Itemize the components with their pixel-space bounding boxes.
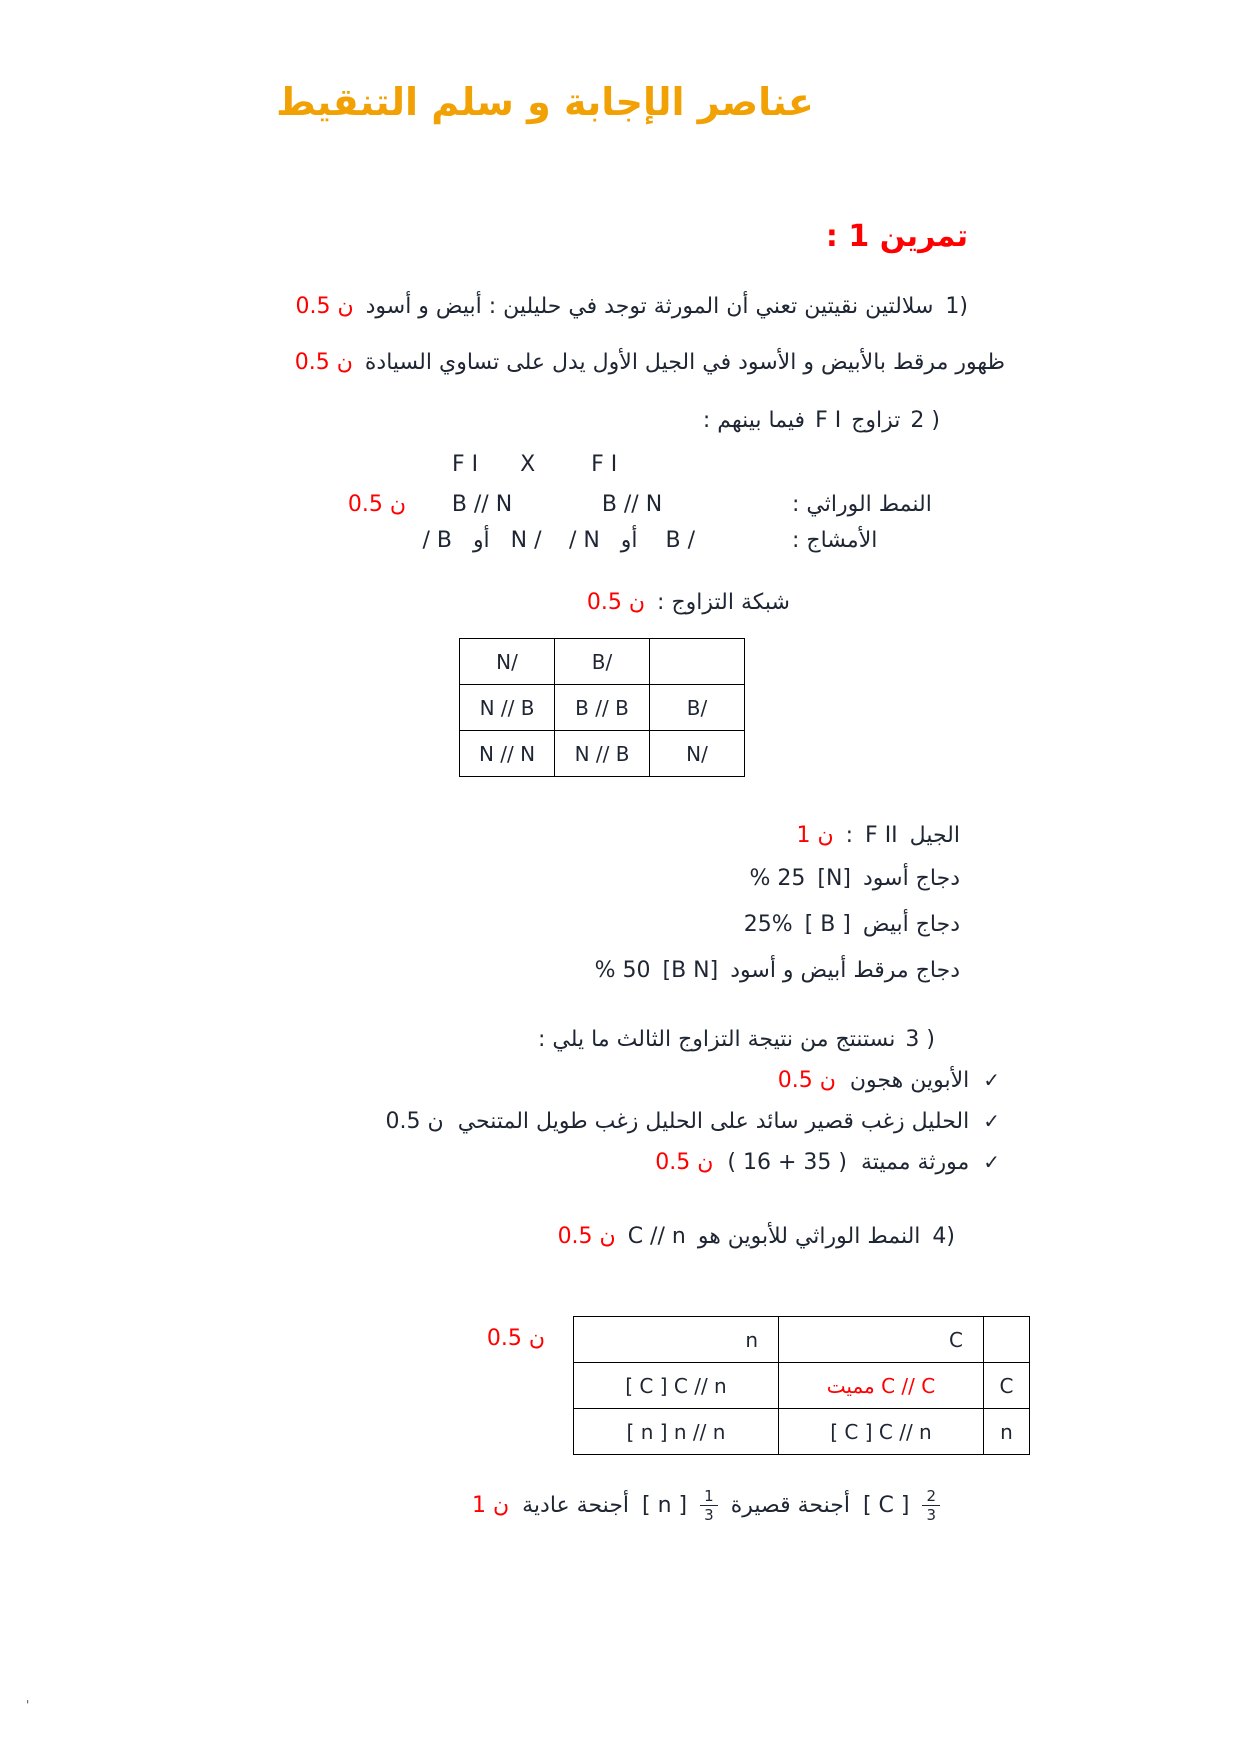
page-corner-mark: '	[26, 1698, 30, 1712]
q4-text: النمط الوراثي للأبوين هو	[697, 1224, 921, 1249]
punnett-label: شبكة التزاوج :	[657, 590, 790, 615]
phenotype-bracket-n: [ n ]	[642, 1492, 688, 1518]
ratio-conclusion-line	[0, 1487, 1240, 1524]
q2-heading	[0, 404, 1240, 438]
q1-score: 0.5 ن	[295, 294, 354, 319]
cross-genotype-cell: [ C ] C // n	[779, 1409, 984, 1455]
punnett-genotype-cell: B // B	[555, 685, 650, 731]
punnett-score: 0.5 ن	[586, 590, 646, 615]
genotype-value-2: B // N	[451, 492, 513, 517]
cross-parents-line: F I X F I	[452, 452, 618, 477]
conclusion-item-score: 0.5 ن	[655, 1150, 714, 1175]
q1-answer-line-1	[0, 290, 1240, 324]
fii-latin: F II	[865, 823, 898, 848]
table-row	[574, 1317, 1030, 1363]
checkmark-icon: ✓	[983, 1109, 1000, 1133]
gametes-row	[0, 524, 1240, 558]
table-row	[574, 1409, 1030, 1455]
fraction-denominator: 3	[926, 1506, 936, 1524]
fraction-one-third	[700, 1487, 718, 1524]
lethal-label: مميت	[826, 1373, 875, 1398]
fii-colon: :	[845, 823, 854, 848]
conclusion-item-extra: ( 16 + 35 )	[727, 1150, 847, 1175]
fii-result-percentage: 25%	[743, 912, 793, 937]
q4-genotype: C // n	[627, 1224, 686, 1249]
conclusion-item-text: الحليل زغب قصير سائد على الحليل زغب طويل المتنحي	[457, 1109, 970, 1134]
cross-gamete-cell: n	[574, 1317, 779, 1363]
exercise-1-heading: تمرين 1 :	[825, 219, 968, 254]
fraction-denominator: 3	[704, 1506, 714, 1524]
punnett-gamete-cell: N/	[650, 731, 745, 777]
punnett-genotype-cell: N // B	[460, 685, 555, 731]
punnett-gamete-cell: B/	[650, 685, 745, 731]
cross-genotype-cell: [ C ] C // n	[574, 1363, 779, 1409]
q4-score: 0.5 ن	[557, 1224, 616, 1249]
gametes-value-1: / N أو B /	[568, 528, 696, 553]
fii-label: الجيل	[909, 823, 960, 848]
q1-line2-score: 0.5 ن	[294, 350, 353, 375]
checkmark-icon: ✓	[983, 1068, 1000, 1092]
q4-answer-line	[0, 1220, 1240, 1254]
lethal-genotype: C // C	[881, 1373, 936, 1398]
table-row	[574, 1363, 1030, 1409]
phenotype-text-normal-wings: أجنحة عادية	[522, 1492, 630, 1518]
q2-heading-latin: F I	[815, 408, 842, 433]
fii-result-percentage: % 50	[594, 958, 651, 983]
checkmark-icon: ✓	[983, 1150, 1000, 1174]
fii-result-percentage: % 25	[749, 866, 806, 891]
punnett-genotype-cell: N // B	[555, 731, 650, 777]
fraction-two-thirds	[922, 1487, 940, 1524]
phenotype-bracket-C: [ C ]	[862, 1492, 910, 1518]
fii-result-text: دجاج أبيض	[862, 912, 960, 937]
ratio-score: 1 ن	[471, 1492, 510, 1518]
punnett-gamete-cell: N/	[460, 639, 555, 685]
fraction-numerator: 1	[700, 1487, 718, 1506]
page-title: عناصر الإجابة و سلم التنقيط	[276, 80, 814, 124]
q4-number: 4)	[932, 1224, 955, 1249]
fraction-numerator: 2	[922, 1487, 940, 1506]
q2-heading-pre: تزاوج	[851, 408, 901, 433]
cross-lethal-cell	[779, 1363, 984, 1409]
fii-result-text: دجاج أسود	[862, 866, 960, 891]
conclusion-item-1	[0, 1063, 1240, 1098]
conclusion-item-text: الأبوين هجون	[849, 1068, 970, 1093]
punnett-table	[459, 638, 745, 777]
conclusion-item-2	[0, 1104, 1240, 1139]
q3-heading-text: نستنتج من نتيجة التزاوج الثالث ما يلي :	[538, 1027, 896, 1052]
punnett-gamete-cell: B/	[555, 639, 650, 685]
cross-corner-cell	[984, 1317, 1030, 1363]
genotype-score: 0.5 ن	[347, 492, 406, 517]
cross-gamete-cell: n	[984, 1409, 1030, 1455]
punnett-row	[460, 731, 745, 777]
genotype-label: النمط الوراثي :	[792, 492, 932, 517]
fii-result-phenotype: [B N]	[662, 958, 719, 983]
fii-result-black	[0, 859, 1240, 899]
cross-table-score: 0.5 ن	[486, 1326, 545, 1351]
q3-heading	[0, 1023, 1240, 1057]
cross-genotype-cell: [ n ] n // n	[574, 1409, 779, 1455]
punnett-row	[460, 639, 745, 685]
punnett-row	[460, 685, 745, 731]
q2-heading-post: فيما بينهم :	[702, 408, 806, 433]
fii-result-phenotype: [N]	[817, 866, 851, 891]
fii-result-phenotype: [ B ]	[804, 912, 851, 937]
phenotype-text-short-wings: أجنحة قصيرة	[730, 1492, 850, 1518]
q3-number: 3 )	[905, 1027, 935, 1052]
gametes-label: الأمشاج :	[792, 528, 878, 553]
q2-number: 2 )	[910, 408, 940, 433]
punnett-label-row	[0, 586, 1240, 620]
q1-text: سلالتين نقيتين تعني أن المورثة توجد في حليلين : أبيض و أسود	[365, 294, 934, 319]
cross-gamete-cell: C	[984, 1363, 1030, 1409]
fii-score: 1 ن	[796, 823, 834, 848]
q1-number: 1)	[945, 294, 968, 319]
second-cross-table-block	[0, 1316, 1030, 1455]
conclusion-item-score: 0.5 ن	[777, 1068, 836, 1093]
punnett-corner-cell	[650, 639, 745, 685]
fii-result-text: دجاج مرقط أبيض و أسود	[730, 958, 960, 983]
q1-line2-text: ظهور مرقط بالأبيض و الأسود في الجيل الأول يدل على تساوي السيادة	[364, 350, 1005, 375]
q1-answer-line-2	[0, 346, 1240, 380]
second-cross-table	[573, 1316, 1030, 1455]
genotype-row	[0, 488, 1240, 522]
conclusion-item-score: 0.5 ن	[385, 1109, 444, 1134]
genotype-value-1: B // N	[601, 492, 663, 517]
punnett-genotype-cell: N // N	[460, 731, 555, 777]
conclusion-item-3	[0, 1145, 1240, 1180]
fii-generation-heading	[0, 819, 1240, 853]
fii-result-speckled	[0, 951, 1240, 991]
cross-gamete-cell: C	[779, 1317, 984, 1363]
gametes-value-2: / B أو N /	[422, 528, 542, 553]
conclusion-item-text: مورثة مميتة	[860, 1150, 970, 1175]
fii-result-white	[0, 905, 1240, 945]
